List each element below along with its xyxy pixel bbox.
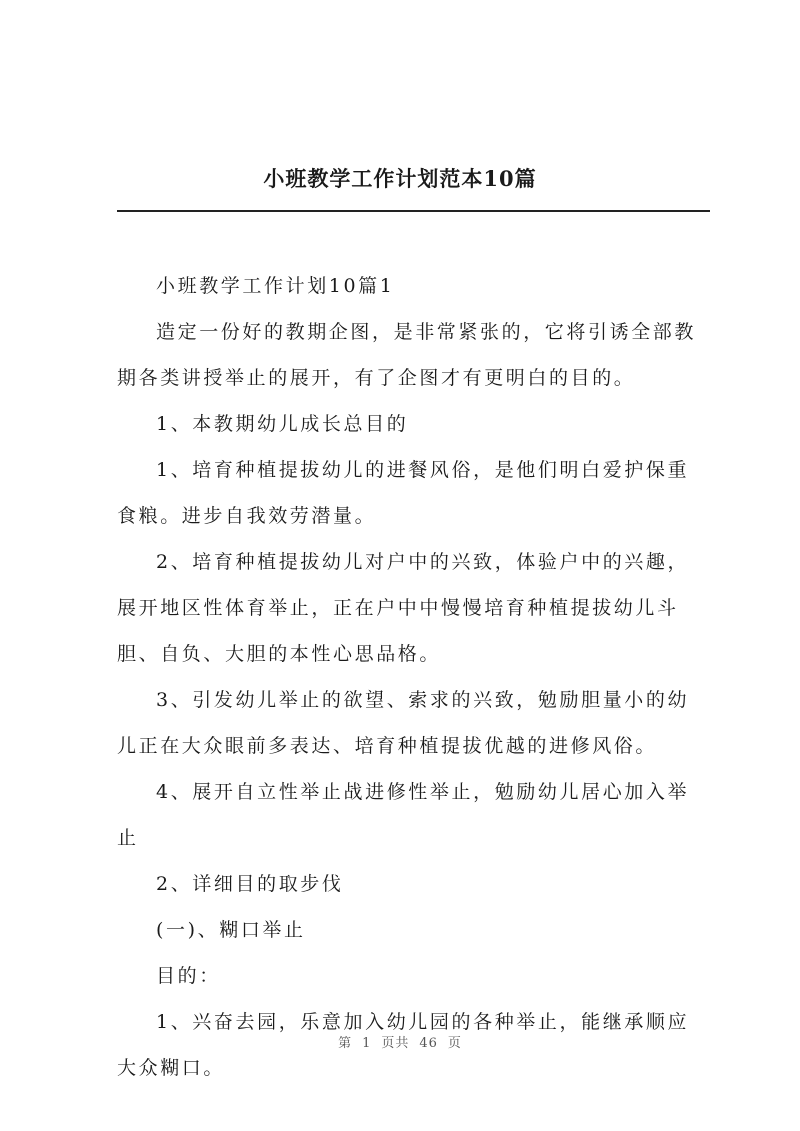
- paragraph: 1、兴奋去园，乐意加入幼儿园的各种举止，能继承顺应大众糊口。: [117, 1011, 690, 1079]
- title-divider: [117, 210, 710, 212]
- page-label-suffix: 页: [447, 1036, 462, 1051]
- page-footer: [0, 1032, 800, 1051]
- document-body: [117, 263, 707, 1091]
- page-number: 1: [362, 1036, 372, 1051]
- page-label-prefix: 第: [338, 1036, 353, 1051]
- paragraph: 目的：: [156, 965, 221, 987]
- paragraph: 1、本教期幼儿成长总目的: [156, 413, 409, 435]
- paragraph: 1、培育种植提拔幼儿的进餐风俗，是他们明白爱护保重食粮。进步自我效劳潜量。: [117, 459, 690, 527]
- paragraph: 3、引发幼儿举止的欲望、索求的兴致，勉励胆量小的幼儿正在大众眼前多表达、培育种植提拔优越的进修风俗。: [117, 689, 690, 757]
- paragraph: 2、培育种植提拔幼儿对户中的兴致，体验户中的兴趣，展开地区性体育举止，正在户中中慢慢培育种植提拔幼儿斗胆、自负、大胆的本性心思品格。: [117, 551, 690, 665]
- paragraph: 2、详细目的取步伐: [156, 873, 344, 895]
- paragraph: 小班教学工作计划10篇1: [156, 275, 395, 297]
- paragraph: (一)、糊口举止: [156, 919, 306, 941]
- page-label-mid: 页共: [381, 1036, 410, 1051]
- total-pages: 46: [419, 1036, 438, 1051]
- paragraph: 4、展开自立性举止战进修性举止，勉励幼儿居心加入举止: [117, 781, 690, 849]
- page-title: 小班教学工作计划范本10篇: [263, 166, 537, 191]
- paragraph: 造定一份好的教期企图，是非常紧张的，它将引诱全部教期各类讲授举止的展开，有了企图才有更明白的目的。: [117, 321, 697, 389]
